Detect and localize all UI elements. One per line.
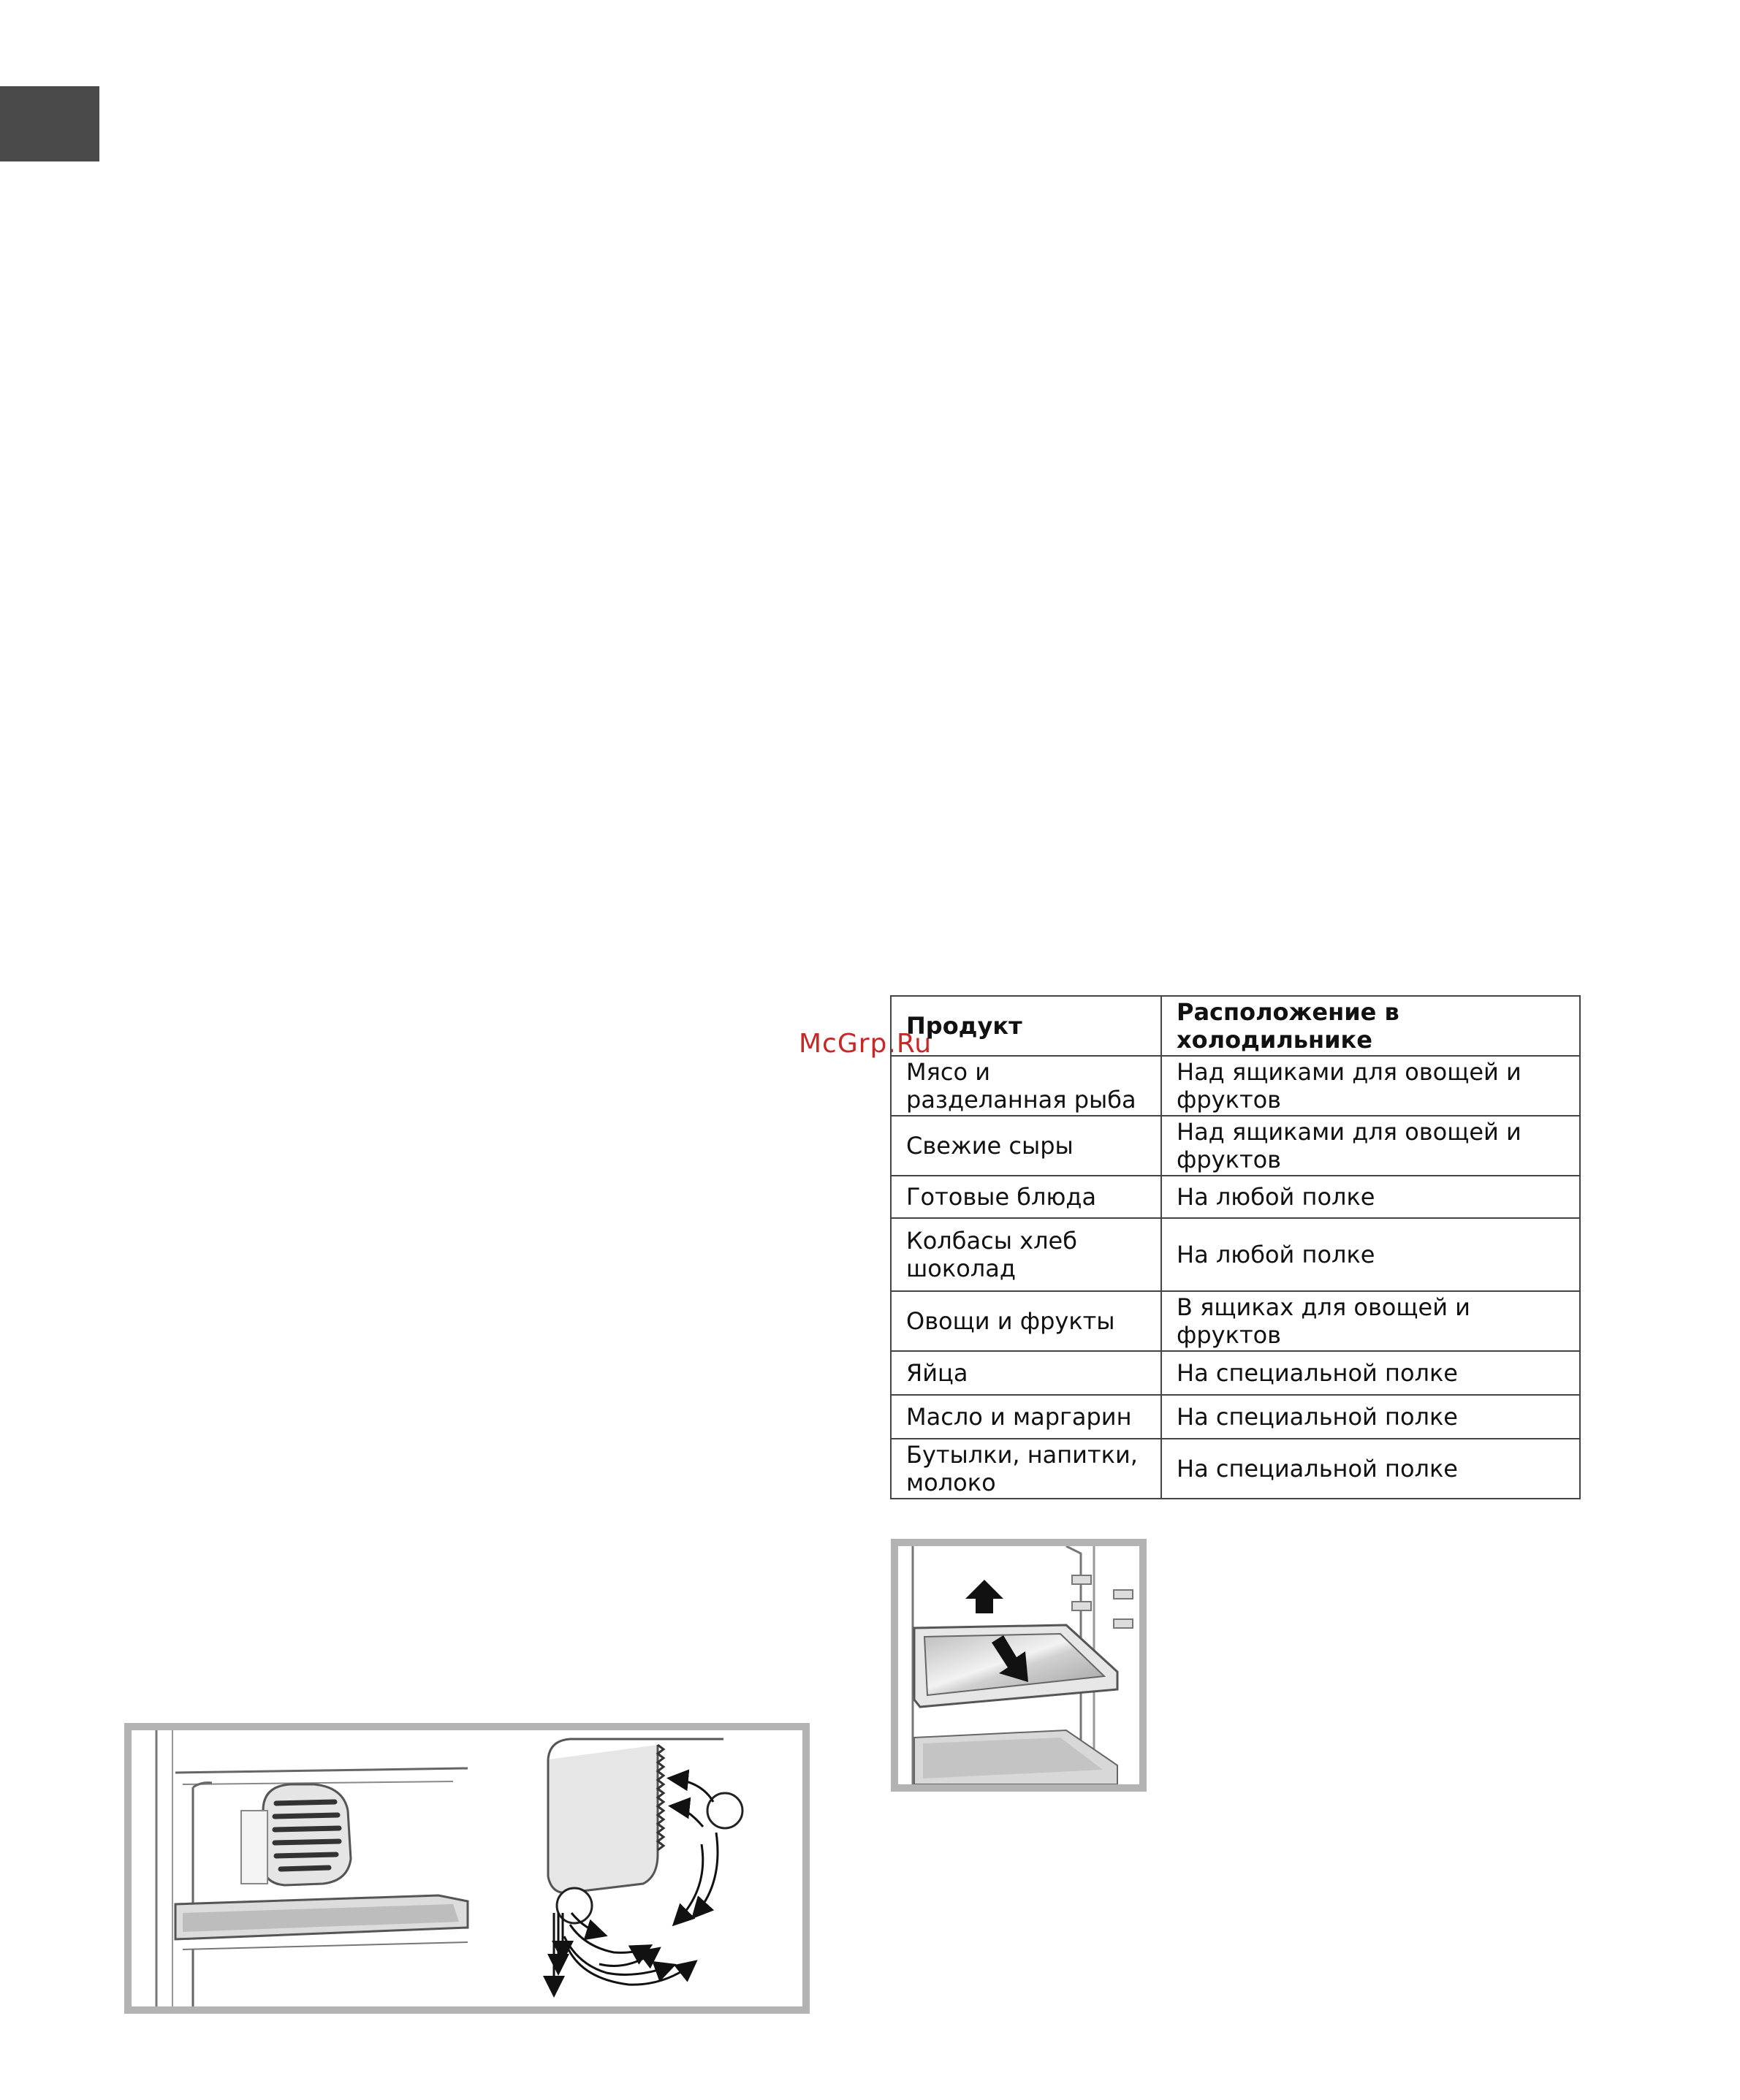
table-row — [891, 1218, 1580, 1291]
product-cell: Мясо и разделанная рыба — [891, 1056, 1161, 1116]
header-product: Продукт — [891, 996, 1161, 1056]
location-cell: На любой полке — [1161, 1218, 1580, 1291]
watermark: McGrp.Ru — [799, 1029, 932, 1059]
table-row — [891, 1351, 1580, 1395]
section-tab-marker — [0, 86, 99, 161]
product-cell: Овощи и фрукты — [891, 1291, 1161, 1351]
table-row — [891, 1439, 1580, 1499]
table-row — [891, 1395, 1580, 1439]
food-storage-table — [890, 995, 1581, 1499]
product-cell: Свежие сыры — [891, 1116, 1161, 1176]
location-cell: Над ящиками для овощей и фруктов — [1161, 1116, 1580, 1176]
fan-airflow-icon — [132, 1730, 802, 2006]
header-location: Расположение в холодильнике — [1161, 996, 1580, 1056]
table-row — [891, 1176, 1580, 1218]
table-row — [891, 1056, 1580, 1116]
location-cell: Над ящиками для овощей и фруктов — [1161, 1056, 1580, 1116]
product-cell: Колбасы хлеб шоколад — [891, 1218, 1161, 1291]
table-row — [891, 1116, 1580, 1176]
location-cell: На специальной полке — [1161, 1351, 1580, 1395]
product-cell: Яйца — [891, 1351, 1161, 1395]
shelf-figure — [891, 1539, 1147, 1792]
table-header-row — [891, 996, 1580, 1056]
fan-airflow-figure — [124, 1723, 810, 2014]
location-cell: На специальной полке — [1161, 1439, 1580, 1499]
product-cell: Готовые блюда — [891, 1176, 1161, 1218]
location-cell: На специальной полке — [1161, 1395, 1580, 1439]
table-row — [891, 1291, 1580, 1351]
product-cell: Бутылки, напитки, молоко — [891, 1439, 1161, 1499]
product-cell: Масло и маргарин — [891, 1395, 1161, 1439]
glass-shelf-arrows-icon — [898, 1546, 1139, 1784]
location-cell: В ящиках для овощей и фруктов — [1161, 1291, 1580, 1351]
location-cell: На любой полке — [1161, 1176, 1580, 1218]
